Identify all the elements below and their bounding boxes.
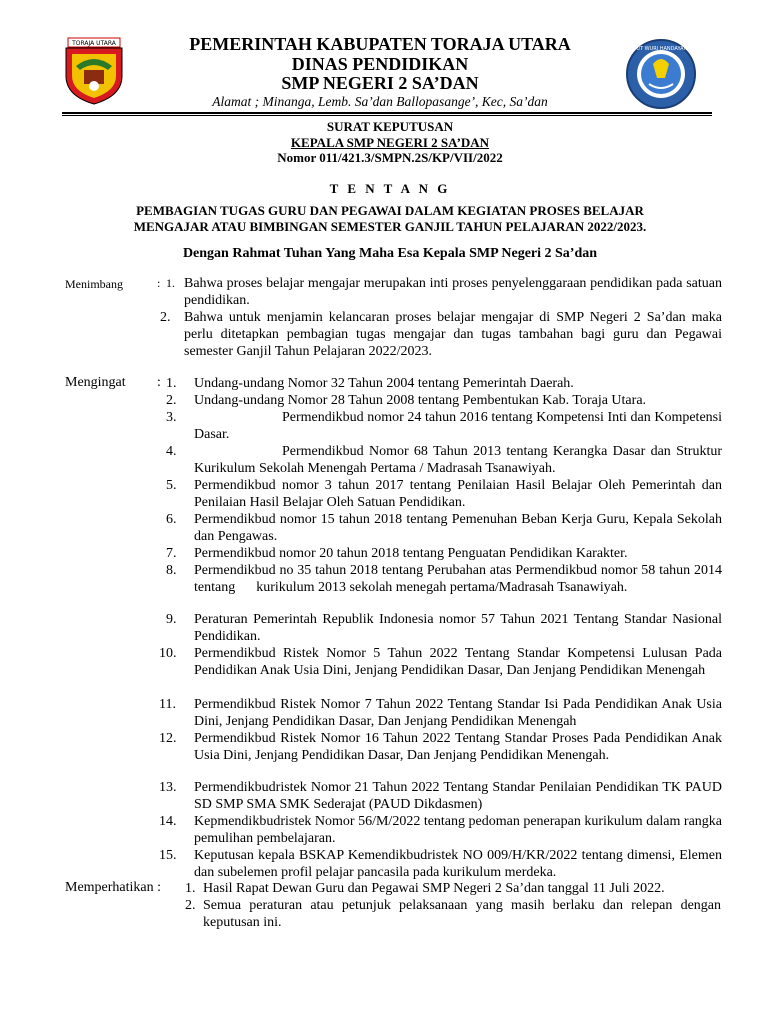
menimbang-colon: :	[157, 276, 161, 290]
title-tentang: T E N T A N G	[329, 181, 451, 196]
header-rule-thick	[62, 112, 712, 114]
menimbang-label: Menimbang	[65, 277, 123, 291]
mengingat-colon: :	[157, 375, 161, 390]
header-school: SMP NEGERI 2 SA’DAN	[281, 73, 479, 93]
title-surat-keputusan: SURAT KEPUTUSAN	[326, 119, 454, 134]
toraja-utara-logo	[62, 36, 126, 106]
right-logo-text: TUT WURI HANDAYANI	[633, 46, 689, 52]
mengingat-label: Mengingat	[65, 375, 126, 390]
header-department: DINAS PENDIDIKAN	[291, 54, 469, 74]
rahmat-line: Dengan Rahmat Tuhan Yang Maha Esa Kepala SMP Negeri 2 Sa’dan	[182, 246, 598, 261]
tut-wuri-handayani-logo	[625, 38, 697, 110]
title-kepala: KEPALA SMP NEGERI 2 SA’DAN	[290, 135, 490, 150]
header-government: PEMERINTAH KABUPATEN TORAJA UTARA	[189, 34, 571, 54]
memperhatikan-label: Memperhatikan :	[65, 880, 162, 895]
left-logo-text: TORAJA UTARA	[72, 40, 116, 47]
header-rule-thin	[62, 115, 712, 116]
title-subject: PEMBAGIAN TUGAS GURU DAN PEGAWAI DALAM KEGIATAN PROSES BELAJAR MENGAJAR ATAU BIMBINGAN SEMESTER GANJIL TAHUN PELAJARAN 2022/2023.	[133, 203, 647, 234]
header-address: Alamat ; Minanga, Lemb. Sa’dan Ballopasange’, Kec, Sa’dan	[212, 94, 548, 109]
title-nomor: Nomor 011/421.3/SMPN.2S/KP/VII/2022	[277, 150, 503, 165]
